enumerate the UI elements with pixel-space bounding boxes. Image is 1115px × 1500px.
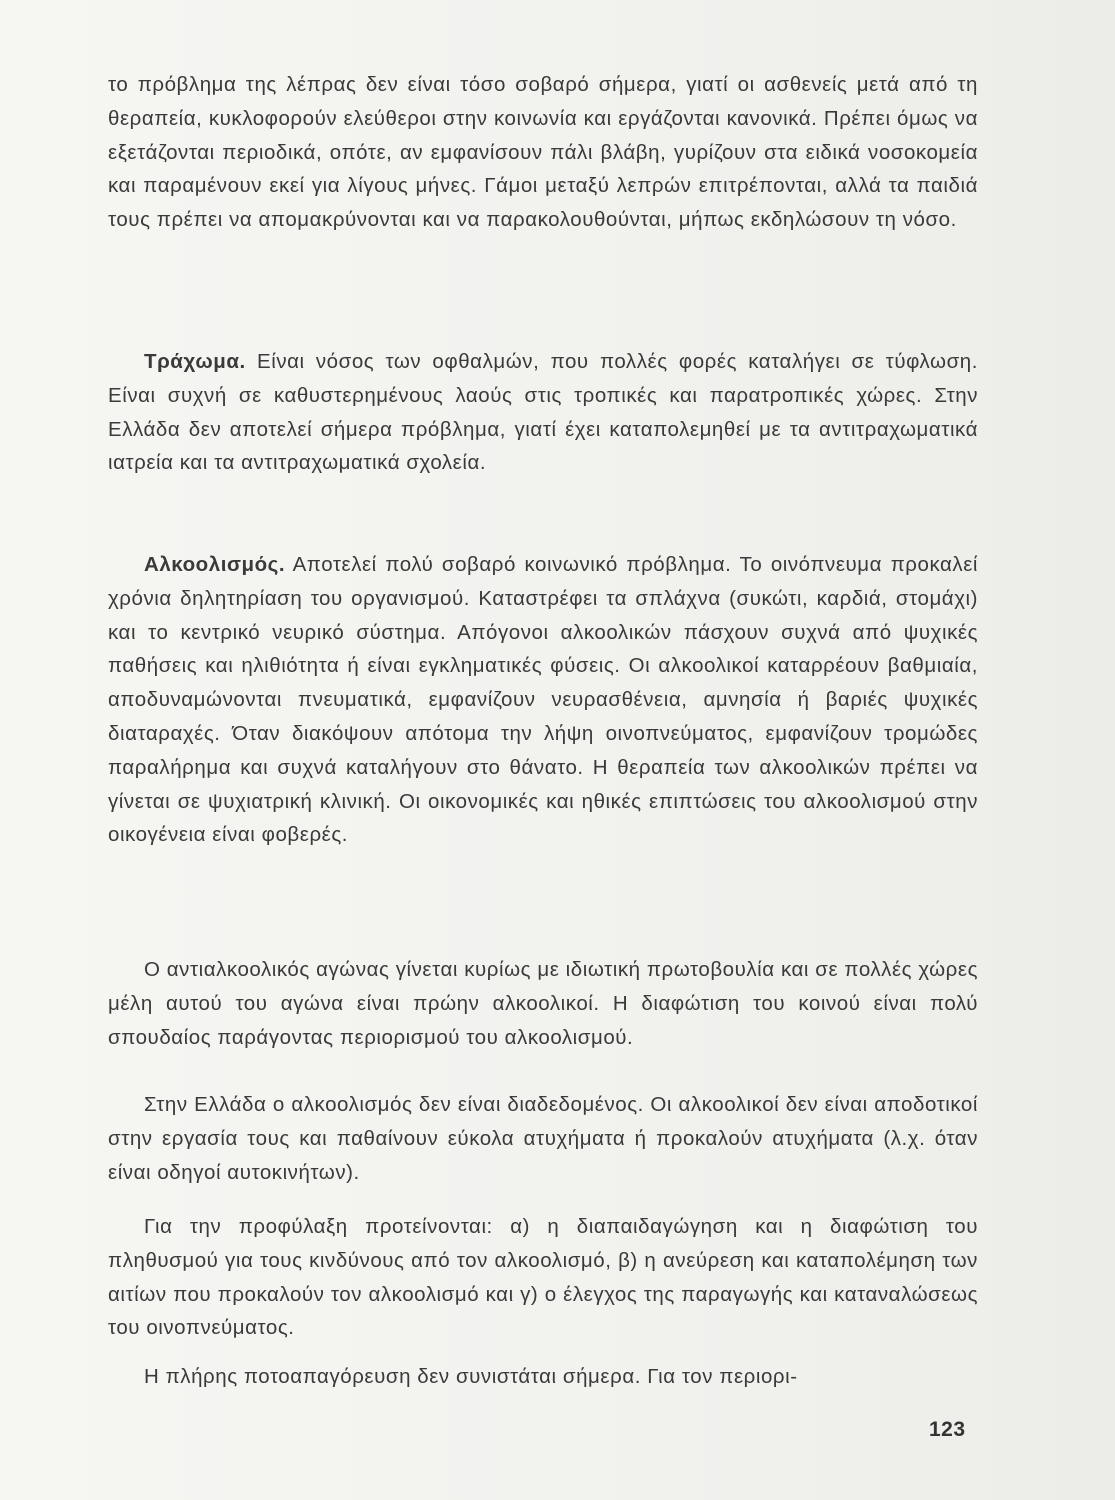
paragraph-text: το πρόβλημα της λέπρας δεν είναι τόσο σοβαρό σήμερα, γιατί οι ασθενείς μετά από τη θεραπεία, κυκλοφορούν ελεύθεροι στην κοινωνία και εργάζονται κανονικά. Πρέπει όμως να εξετάζονται περιοδικά, οπότε, αν εμφανίσουν πάλι βλάβη, γυρίζουν στα ειδικά νοσοκομεία και παραμένουν εκεί για λίγους μήνες. Γάμοι μεταξύ λεπρών επιτρέπονται, αλλά τα παιδιά τους πρέπει να απομακρύνονται και να παρακολουθούνται, μήπως εκδηλώσουν τη νόσο. — [108, 73, 978, 232]
paragraph-anti-alcohol-campaign — [108, 953, 978, 1054]
section-term-alcoholism: Αλκοολισμός. — [144, 553, 286, 576]
paragraph-leprosy-continued — [108, 68, 978, 237]
paragraph-text: Για την προφύλαξη προτείνονται: α) η διαπαιδαγώγηση και η διαφώτιση του πληθυσμού για τους κινδύνους από τον αλκοολισμό, β) η ανεύρεση και καταπολέμηση των αιτίων που προκαλούν τον αλκοολισμό και γ) ο έλεγχος της παραγωγής και καταναλώσεως του οινοπνεύματος. — [108, 1215, 978, 1340]
paragraph-body — [108, 548, 978, 852]
paragraph-body — [108, 345, 978, 480]
paragraph-prevention — [108, 1210, 978, 1345]
paragraph-text: Αποτελεί πολύ σοβαρό κοινωνικό πρόβλημα. Το οινόπνευμα προκαλεί χρόνια δηλητηρίαση του οργανισμού. Καταστρέφει τα σπλάχνα (συκώτι, καρδιά, στομάχι) και το κεντρικό νευρικό σύστημα. Απόγονοι αλκοολικών πάσχουν συχνά από ψυχικές παθήσεις και ηλιθιότητα ή είναι εγκληματικές φύσεις. Οι αλκοολικοί καταρρέουν βαθμιαία, αποδυναμώνονται πνευματικά, εμφανίζουν νευρασθένεια, αμνησία ή βαριές ψυχικές διαταραχές. Όταν διακόψουν απότομα την λήψη οινοπνεύματος, εμφανίζουν τρομώδες παραλήρημα και συχνά καταλήγουν στο θάνατο. Η θεραπεία των αλκοολικών πρέπει να γίνεται σε ψυχιατρική κλινική. Οι οικονομικές και ηθικές επιπτώσεις του αλκοολισμού στην οικογένεια είναι φοβερές. — [108, 553, 978, 847]
paragraph-alcoholism — [108, 548, 978, 852]
paragraph-text: Είναι νόσος των οφθαλμών, που πολλές φορές καταλήγει σε τύφλωση. Είναι συχνή σε καθυστερημένους λαούς στις τροπικές και παρατροπικές χώρες. Στην Ελλάδα δεν αποτελεί σήμερα πρόβλημα, γιατί έχει καταπολεμηθεί με τα αντιτραχωματικά ιατρεία και τα αντιτραχωματικά σχολεία. — [108, 350, 978, 475]
paragraph-text: Στην Ελλάδα ο αλκοολισμός δεν είναι διαδεδομένος. Οι αλκοολικοί δεν είναι αποδοτικοί στην εργασία τους και παθαίνουν εύκολα ατυχήματα ή προκαλούν ατυχήματα (λ.χ. όταν είναι οδηγοί αυτοκινήτων). — [108, 1093, 978, 1184]
section-term-trachoma: Τράχωμα. — [144, 350, 246, 373]
page-number: 123 — [929, 1418, 966, 1441]
paragraph-trachoma — [108, 345, 978, 480]
paragraph-alcoholism-greece — [108, 1088, 978, 1189]
paragraph-text: Η πλήρης ποτοαπαγόρευση δεν συνιστάται σήμερα. Για τον περιορι- — [144, 1365, 798, 1388]
paragraph-text: Ο αντιαλκοολικός αγώνας γίνεται κυρίως με ιδιωτική πρωτοβουλία και σε πολλές χώρες μέλη αυτού του αγώνα είναι πρώην αλκοολικοί. Η διαφώτιση του κοινού είναι πολύ σπουδαίος παράγοντας περιορισμού του αλκοολισμού. — [108, 958, 978, 1049]
paragraph-prohibition — [108, 1360, 978, 1394]
